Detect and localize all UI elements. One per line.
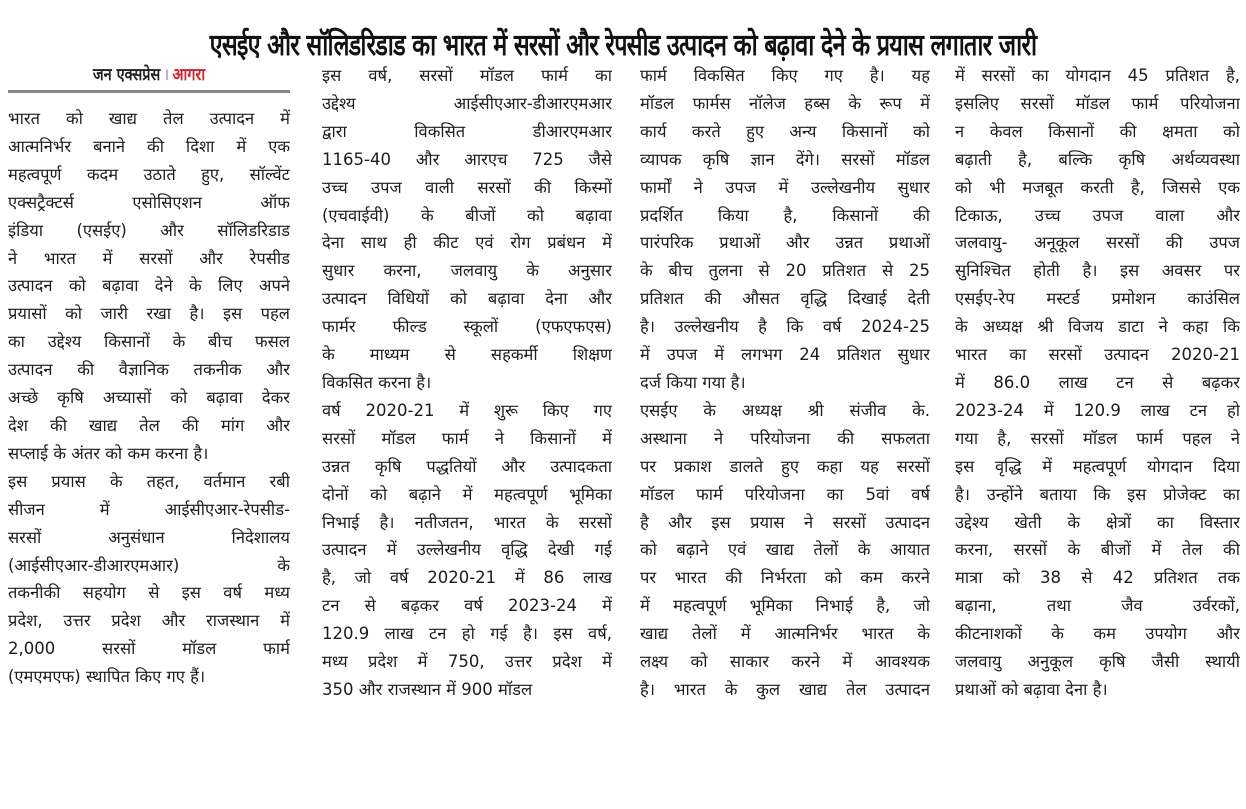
text-line: में सरसों का योगदान 45 प्रतिशत है,: [955, 66, 1240, 85]
text-line: द्वारा विकसित डीआरएमआर: [322, 121, 612, 141]
text-line: सरसों मॉडल फार्म ने किसानों में: [322, 428, 612, 448]
article-column-3: [640, 62, 930, 704]
text-line: इंडिया (एसईए) और सॉलिडरिडाड: [8, 220, 290, 240]
text-line: जलवायु- अनूकूल सरसों की उपज: [955, 233, 1240, 253]
text-line: प्रयासों को जारी रखा है। इस पहल: [8, 304, 290, 324]
text-line: के अध्यक्ष श्री विजय डाटा ने कहा कि: [955, 317, 1240, 337]
text-line: सीजन में आईसीएआर-रेपसीड-: [8, 499, 290, 519]
byline: [29, 60, 269, 90]
text-line: फार्म विकसित किए गए है। यह: [640, 66, 930, 85]
text-line: कीटनाशकों के कम उपयोग और: [955, 624, 1240, 644]
article-column-1: [8, 60, 290, 691]
article-column-4: [955, 62, 1240, 704]
text-line: उद्देश्य खेती के क्षेत्रों का विस्तार: [955, 512, 1240, 532]
text-line: मॉडल फार्मस नॉलेज हब्स के रूप में: [640, 93, 930, 113]
text-line: मॉडल फार्म परियोजना का 5वां वर्ष: [640, 484, 930, 504]
headline: एसईए और सॉलिडरिडाड का भारत में सरसों और रेपसीड उत्पादन को बढ़ावा देने के प्रयास लगातार जारी: [209, 28, 1037, 64]
column-text: [8, 105, 290, 691]
text-line: करना, सरसों के बीजों में तेल की: [955, 540, 1240, 560]
text-line: प्रदर्शित किया है, किसानों की: [640, 205, 930, 225]
text-line: 350 और राजस्थान में 900 मॉडल: [322, 679, 533, 699]
text-line: है। भारत के कुल खाद्य तेल उत्पादन: [640, 679, 930, 699]
text-line: एक्सट्रैक्टर्स एसोसिएशन ऑफ: [8, 192, 290, 212]
text-line: उत्पादन की वैज्ञानिक तकनीक और: [8, 360, 290, 380]
text-line: इस वर्ष, सरसों मॉडल फार्म का: [322, 66, 612, 85]
text-line: है। उल्लेखनीय है कि वर्ष 2024-25: [640, 317, 930, 337]
text-line: पर भारत की निर्भरता को कम करने: [640, 568, 930, 588]
text-line: पारंपरिक प्रथाओं और उन्नत प्रथाओं: [640, 233, 930, 253]
text-line: अच्छे कृषि अच्यासों को बढ़ावा देकर: [8, 388, 290, 408]
text-line: देश की खाद्य तेल की मांग और: [8, 415, 290, 435]
text-line: प्रतिशत की औसत वृद्धि दिखाई देती: [640, 289, 930, 309]
text-line: उच्च उपज वाली सरसों की किस्मों: [322, 177, 612, 197]
text-line: सरसों अनुसंधान निदेशालय: [8, 527, 290, 547]
text-line: टन से बढ़कर वर्ष 2023-24 में: [322, 596, 612, 616]
text-line: तकनीकी सहयोग से इस वर्ष मध्य: [8, 583, 290, 603]
text-line: निभाई है। नतीजतन, भारत के सरसों: [322, 512, 612, 532]
text-line: दर्ज किया गया है।: [640, 372, 746, 392]
text-line: सप्लाई के अंतर को कम करना है।: [8, 443, 209, 463]
text-line: (आईसीएआर-डीआरएमआर) के: [8, 555, 290, 575]
text-line: वर्ष 2020-21 में शुरू किए गए: [322, 400, 612, 420]
text-line: विकसित करना है।: [322, 372, 432, 392]
text-line: अस्थाना ने परियोजना की सफलता: [640, 428, 930, 448]
text-line: उत्पादन में उल्लेखनीय वृद्धि देखी गई: [322, 540, 612, 560]
text-line: फार्मों ने उपज में उल्लेखनीय सुधार: [640, 177, 930, 197]
text-line: के माध्यम से सहकर्मी शिक्षण: [322, 345, 612, 365]
text-line: सुधार करना, जलवायु के अनुसार: [322, 261, 612, 281]
text-line: को बढ़ाने एवं खाद्य तेलों के आयात: [640, 540, 930, 560]
byline-newspaper: जन एक्सप्रेस: [92, 65, 161, 85]
text-line: सुनिश्चित होती है। इस अवसर पर: [955, 261, 1240, 281]
text-line: (एमएमएफ) स्थापित किए गए हैं।: [8, 667, 206, 687]
text-line: में 86.0 लाख टन से बढ़कर: [955, 372, 1240, 392]
text-line: बढ़ाना, तथा जैव उर्वरकों,: [955, 596, 1240, 616]
text-line: बढ़ाती है, बल्कि कृषि अर्थव्यवस्था: [955, 149, 1240, 169]
article-column-2: [322, 62, 612, 704]
text-line: देना साथ ही कीट एवं रोग प्रबंधन में: [322, 233, 612, 253]
text-line: गया है, सरसों मॉडल फार्म पहल ने: [955, 428, 1240, 448]
text-line: न केवल किसानों की क्षमता को: [955, 121, 1240, 141]
text-line: 1165-40 और आरएच 725 जैसे: [322, 149, 612, 169]
text-line: 2023-24 में 120.9 लाख टन हो: [955, 400, 1240, 420]
text-line: है, जो वर्ष 2020-21 में 86 लाख: [322, 568, 612, 588]
text-line: इसलिए सरसों मॉडल फार्म परियोजना: [955, 93, 1240, 113]
text-line: कार्य करते हुए अन्य किसानों को: [640, 121, 930, 141]
text-line: फार्मर फील्ड स्कूलों (एफएफएस): [322, 317, 612, 337]
text-line: का उद्देश्य किसानों के बीच फसल: [8, 332, 290, 352]
text-line: खाद्य तेलों में आत्मनिर्भर भारत के: [640, 624, 930, 644]
text-line: मध्य प्रदेश में 750, उत्तर प्रदेश में: [322, 652, 612, 672]
text-line: भारत को खाद्य तेल उत्पादन में: [8, 109, 290, 128]
text-line: में उपज में लगभग 24 प्रतिशत सुधार: [640, 345, 930, 365]
text-line: 120.9 लाख टन हो गई है। इस वर्ष,: [322, 624, 612, 644]
text-line: प्रदेश, उत्तर प्रदेश और राजस्थान में: [8, 611, 290, 631]
text-line: एसईए-रेप मस्टर्ड प्रमोशन काउंसिल: [955, 289, 1240, 309]
column-text: [955, 62, 1240, 704]
text-line: ने भारत में सरसों और रेपसीड: [8, 248, 290, 268]
text-line: उत्पादन को बढ़ावा देने के लिए अपने: [8, 276, 290, 296]
text-line: आत्मनिर्भर बनाने की दिशा में एक: [8, 136, 290, 156]
byline-divider: [8, 90, 290, 93]
text-line: टिकाऊ, उच्च उपज वाला और: [955, 205, 1240, 225]
text-line: प्रथाओं को बढ़ावा देना है।: [955, 679, 1108, 699]
text-line: इस वृद्धि में महत्वपूर्ण योगदान दिया: [955, 456, 1240, 476]
byline-separator: ।: [163, 65, 170, 85]
text-line: 2,000 सरसों मॉडल फार्म: [8, 639, 290, 659]
text-line: मात्रा को 38 से 42 प्रतिशत तक: [955, 568, 1240, 588]
text-line: पर प्रकाश डालते हुए कहा यह सरसों: [640, 456, 930, 476]
text-line: भारत का सरसों उत्पादन 2020-21: [955, 345, 1240, 365]
text-line: जलवायु अनुकूल कृषि जैसी स्थायी: [955, 652, 1240, 672]
text-line: लक्ष्य को साकार करने में आवश्यक: [640, 652, 930, 672]
text-line: उद्देश्य आईसीएआर-डीआरएमआर: [322, 93, 612, 113]
text-line: उन्नत कृषि पद्धतियों और उत्पादकता: [322, 456, 612, 476]
text-line: है और इस प्रयास ने सरसों उत्पादन: [640, 512, 930, 532]
text-line: उत्पादन विधियों को बढ़ावा देना और: [322, 289, 612, 309]
text-line: को भी मजबूत करती है, जिससे एक: [955, 177, 1240, 197]
column-text: [322, 62, 612, 704]
text-line: व्यापक कृषि ज्ञान देंगे। सरसों मॉडल: [640, 149, 930, 169]
text-line: दोनों को बढ़ाने में महत्वपूर्ण भूमिका: [322, 484, 612, 504]
column-text: [640, 62, 930, 704]
text-line: है। उन्होंने बताया कि इस प्रोजेक्ट का: [955, 484, 1240, 504]
byline-city: आगरा: [172, 65, 206, 85]
text-line: (एचवाईवी) के बीजों को बढ़ावा: [322, 205, 612, 225]
text-line: में महत्वपूर्ण भूमिका निभाई है, जो: [640, 596, 930, 616]
text-line: एसईए के अध्यक्ष श्री संजीव के.: [640, 400, 930, 420]
text-line: इस प्रयास के तहत, वर्तमान रबी: [8, 471, 290, 491]
text-line: महत्वपूर्ण कदम उठाते हुए, सॉल्वेंट: [8, 164, 290, 184]
text-line: के बीच तुलना से 20 प्रतिशत से 25: [640, 261, 930, 281]
